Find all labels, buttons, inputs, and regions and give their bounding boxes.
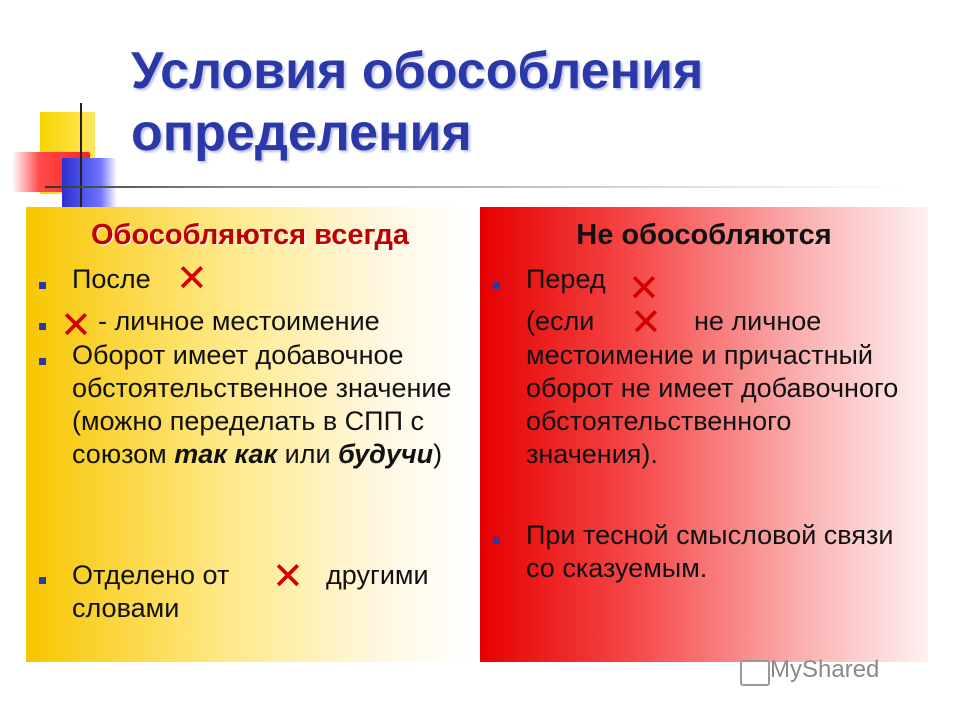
left-item-words: словами [72,593,180,623]
left-item-other-words: другими [326,560,429,590]
decor-blue-square [62,158,117,210]
right-item-close-connection: При тесной смысловой связи со сказуемым. [526,520,894,583]
bullet-icon [493,282,500,289]
watermark: MyShared [770,656,880,683]
right-panel-header: Не обособляются [576,219,832,251]
left-panel-header: Обособляются всегда [90,219,410,251]
left-item-after: После [72,264,151,294]
bullet-icon [39,282,46,289]
decor-horizontal-line [45,186,905,188]
cross-icon: ✕ [272,554,304,598]
panel-always-separated [26,207,474,662]
bullet-icon [39,323,46,330]
left-item-text: или [277,439,339,469]
bullet-icon [39,358,46,365]
right-item-not-personal: не личное [694,306,822,336]
left-item-personal-pronoun: - личное местоимение [98,306,380,336]
left-item-text: Оборот имеет добавочное обстоятельственное значение (можно переделать в СПП с союзом [72,340,452,469]
bullet-icon [39,577,46,584]
cross-icon: ✕ [60,303,92,347]
left-item-separated-by: Отделено от [72,560,230,590]
slide-title: Условия обособления определения [131,42,704,162]
cross-icon: ✕ [630,300,662,344]
conjunction-buduchi: будучи [338,439,434,469]
watermark-icon [740,660,770,686]
decor-vertical-line [80,103,82,221]
left-item-text: ) [433,439,443,469]
right-item-if: (если [526,306,595,336]
left-item-adverbial-meaning [72,339,467,471]
right-item-condition: местоимение и причастный оборот не имеет добавочного обстоятельственного значения). [526,340,899,469]
panel-not-separated [480,207,928,662]
cross-icon: ✕ [628,266,660,310]
cross-icon: ✕ [176,256,208,300]
right-item-before: Перед [526,264,606,294]
conjunction-tak-kak: так как [174,439,278,469]
bullet-icon [493,537,500,544]
